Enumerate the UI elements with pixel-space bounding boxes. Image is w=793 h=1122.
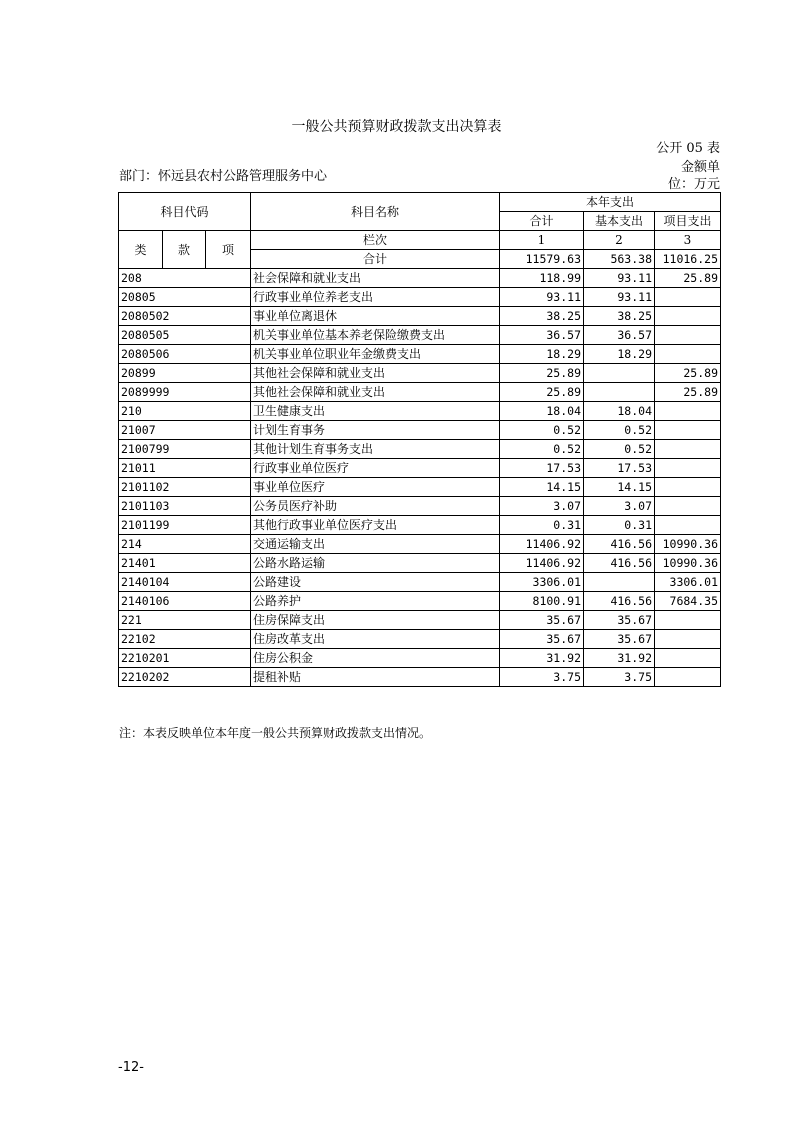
row-basic: 31.92 (584, 649, 655, 668)
total-amount: 11579.63 (500, 250, 584, 269)
row-basic: 18.29 (584, 345, 655, 364)
row-code: 22102 (119, 630, 251, 649)
table-row (119, 630, 721, 649)
row-project (655, 630, 721, 649)
row-project (655, 649, 721, 668)
row-code: 2089999 (119, 383, 251, 402)
row-name: 行政事业单位医疗 (251, 459, 500, 478)
row-code: 2080506 (119, 345, 251, 364)
table-row (119, 440, 721, 459)
row-code: 20899 (119, 364, 251, 383)
row-project (655, 497, 721, 516)
header-kuan: 款 (163, 231, 206, 269)
row-name: 社会保障和就业支出 (251, 269, 500, 288)
row-name: 其他行政事业单位医疗支出 (251, 516, 500, 535)
table-row (119, 497, 721, 516)
row-total: 25.89 (500, 364, 584, 383)
footnote: 注：本表反映单位本年度一般公共预算财政拨款支出情况。 (119, 726, 432, 740)
table-row (119, 326, 721, 345)
row-basic: 416.56 (584, 535, 655, 554)
row-basic: 36.57 (584, 326, 655, 345)
row-project: 25.89 (655, 269, 721, 288)
row-code: 21401 (119, 554, 251, 573)
table-row (119, 459, 721, 478)
row-total: 0.52 (500, 421, 584, 440)
row-name: 机关事业单位职业年金缴费支出 (251, 345, 500, 364)
row-project (655, 668, 721, 687)
row-project (655, 478, 721, 497)
row-basic: 0.52 (584, 421, 655, 440)
row-name: 机关事业单位基本养老保险缴费支出 (251, 326, 500, 345)
row-total: 3.07 (500, 497, 584, 516)
row-name: 卫生健康支出 (251, 402, 500, 421)
row-basic (584, 573, 655, 592)
row-project (655, 611, 721, 630)
row-project: 25.89 (655, 364, 721, 383)
row-code: 2101199 (119, 516, 251, 535)
row-basic: 17.53 (584, 459, 655, 478)
row-code: 221 (119, 611, 251, 630)
header-col3: 3 (655, 231, 721, 250)
table-row (119, 668, 721, 687)
form-number: 公开 05 表 (656, 141, 720, 156)
header-lei: 类 (119, 231, 163, 269)
row-code: 2100799 (119, 440, 251, 459)
row-total: 25.89 (500, 383, 584, 402)
row-total: 14.15 (500, 478, 584, 497)
row-code: 2080505 (119, 326, 251, 345)
header-col1: 1 (500, 231, 584, 250)
row-project (655, 440, 721, 459)
row-project (655, 402, 721, 421)
row-name: 其他计划生育事务支出 (251, 440, 500, 459)
row-basic (584, 383, 655, 402)
row-code: 20805 (119, 288, 251, 307)
row-name: 公路建设 (251, 573, 500, 592)
row-project (655, 307, 721, 326)
header-col2: 2 (584, 231, 655, 250)
row-name: 交通运输支出 (251, 535, 500, 554)
total-label: 合计 (251, 250, 500, 269)
row-total: 36.57 (500, 326, 584, 345)
table-row (119, 554, 721, 573)
row-total: 11406.92 (500, 554, 584, 573)
row-basic: 0.52 (584, 440, 655, 459)
row-code: 210 (119, 402, 251, 421)
row-project: 25.89 (655, 383, 721, 402)
row-total: 31.92 (500, 649, 584, 668)
row-total: 35.67 (500, 630, 584, 649)
row-name: 行政事业单位养老支出 (251, 288, 500, 307)
total-project: 11016.25 (655, 250, 721, 269)
table-row (119, 269, 721, 288)
row-name: 事业单位医疗 (251, 478, 500, 497)
row-project (655, 326, 721, 345)
row-project (655, 345, 721, 364)
row-project: 3306.01 (655, 573, 721, 592)
row-total: 18.29 (500, 345, 584, 364)
table-row (119, 383, 721, 402)
table-row (119, 573, 721, 592)
header-name: 科目名称 (251, 193, 500, 231)
row-total: 3306.01 (500, 573, 584, 592)
table-row (119, 611, 721, 630)
table-row (119, 364, 721, 383)
row-project: 10990.36 (655, 535, 721, 554)
table-row (119, 535, 721, 554)
table-row (119, 345, 721, 364)
row-basic: 0.31 (584, 516, 655, 535)
row-name: 住房保障支出 (251, 611, 500, 630)
row-total: 0.31 (500, 516, 584, 535)
table-body (119, 269, 721, 687)
row-code: 2140104 (119, 573, 251, 592)
row-code: 21011 (119, 459, 251, 478)
expenditure-table (118, 192, 721, 687)
header-column-label: 栏次 (251, 231, 500, 250)
header-code: 科目代码 (119, 193, 251, 231)
row-project (655, 459, 721, 478)
row-name: 其他社会保障和就业支出 (251, 383, 500, 402)
table-row (119, 649, 721, 668)
row-code: 2140106 (119, 592, 251, 611)
total-basic: 563.38 (584, 250, 655, 269)
row-name: 计划生育事务 (251, 421, 500, 440)
row-total: 118.99 (500, 269, 584, 288)
row-total: 8100.91 (500, 592, 584, 611)
row-basic (584, 364, 655, 383)
row-code: 2080502 (119, 307, 251, 326)
row-project (655, 421, 721, 440)
row-name: 公路养护 (251, 592, 500, 611)
row-project: 7684.35 (655, 592, 721, 611)
row-name: 公务员医疗补助 (251, 497, 500, 516)
row-basic: 3.75 (584, 668, 655, 687)
row-basic: 416.56 (584, 554, 655, 573)
row-code: 214 (119, 535, 251, 554)
row-name: 其他社会保障和就业支出 (251, 364, 500, 383)
unit-label-line1: 金额单 (680, 160, 720, 175)
row-total: 3.75 (500, 668, 584, 687)
row-code: 2210201 (119, 649, 251, 668)
header-row-top (119, 193, 721, 212)
row-name: 公路水路运输 (251, 554, 500, 573)
row-name: 提租补贴 (251, 668, 500, 687)
page-number: -12- (118, 1060, 144, 1075)
row-name: 住房公积金 (251, 649, 500, 668)
row-code: 2210202 (119, 668, 251, 687)
header-project: 项目支出 (655, 212, 721, 231)
row-basic: 18.04 (584, 402, 655, 421)
row-code: 21007 (119, 421, 251, 440)
row-total: 35.67 (500, 611, 584, 630)
row-code: 208 (119, 269, 251, 288)
row-total: 38.25 (500, 307, 584, 326)
department-label: 部门：怀远县农村公路管理服务中心 (119, 169, 328, 184)
table-row (119, 288, 721, 307)
row-total: 11406.92 (500, 535, 584, 554)
row-total: 17.53 (500, 459, 584, 478)
row-total: 0.52 (500, 440, 584, 459)
row-basic: 93.11 (584, 288, 655, 307)
row-basic: 38.25 (584, 307, 655, 326)
row-basic: 416.56 (584, 592, 655, 611)
row-basic: 14.15 (584, 478, 655, 497)
table-row (119, 421, 721, 440)
header-basic: 基本支出 (584, 212, 655, 231)
row-code: 2101103 (119, 497, 251, 516)
header-current-year: 本年支出 (500, 193, 721, 212)
row-basic: 35.67 (584, 611, 655, 630)
page-title: 一般公共预算财政拨款支出决算表 (291, 119, 502, 135)
row-project (655, 288, 721, 307)
table-row (119, 592, 721, 611)
row-name: 事业单位离退休 (251, 307, 500, 326)
header-total: 合计 (500, 212, 584, 231)
row-name: 住房改革支出 (251, 630, 500, 649)
unit-label-line2: 位：万元 (667, 177, 720, 192)
header-row-index (119, 231, 721, 250)
row-total: 18.04 (500, 402, 584, 421)
row-project (655, 516, 721, 535)
row-total: 93.11 (500, 288, 584, 307)
table-row (119, 478, 721, 497)
row-basic: 3.07 (584, 497, 655, 516)
table-row (119, 402, 721, 421)
row-project: 10990.36 (655, 554, 721, 573)
header-xiang: 项 (206, 231, 251, 269)
table-row (119, 307, 721, 326)
row-code: 2101102 (119, 478, 251, 497)
row-basic: 93.11 (584, 269, 655, 288)
table-row (119, 516, 721, 535)
row-basic: 35.67 (584, 630, 655, 649)
